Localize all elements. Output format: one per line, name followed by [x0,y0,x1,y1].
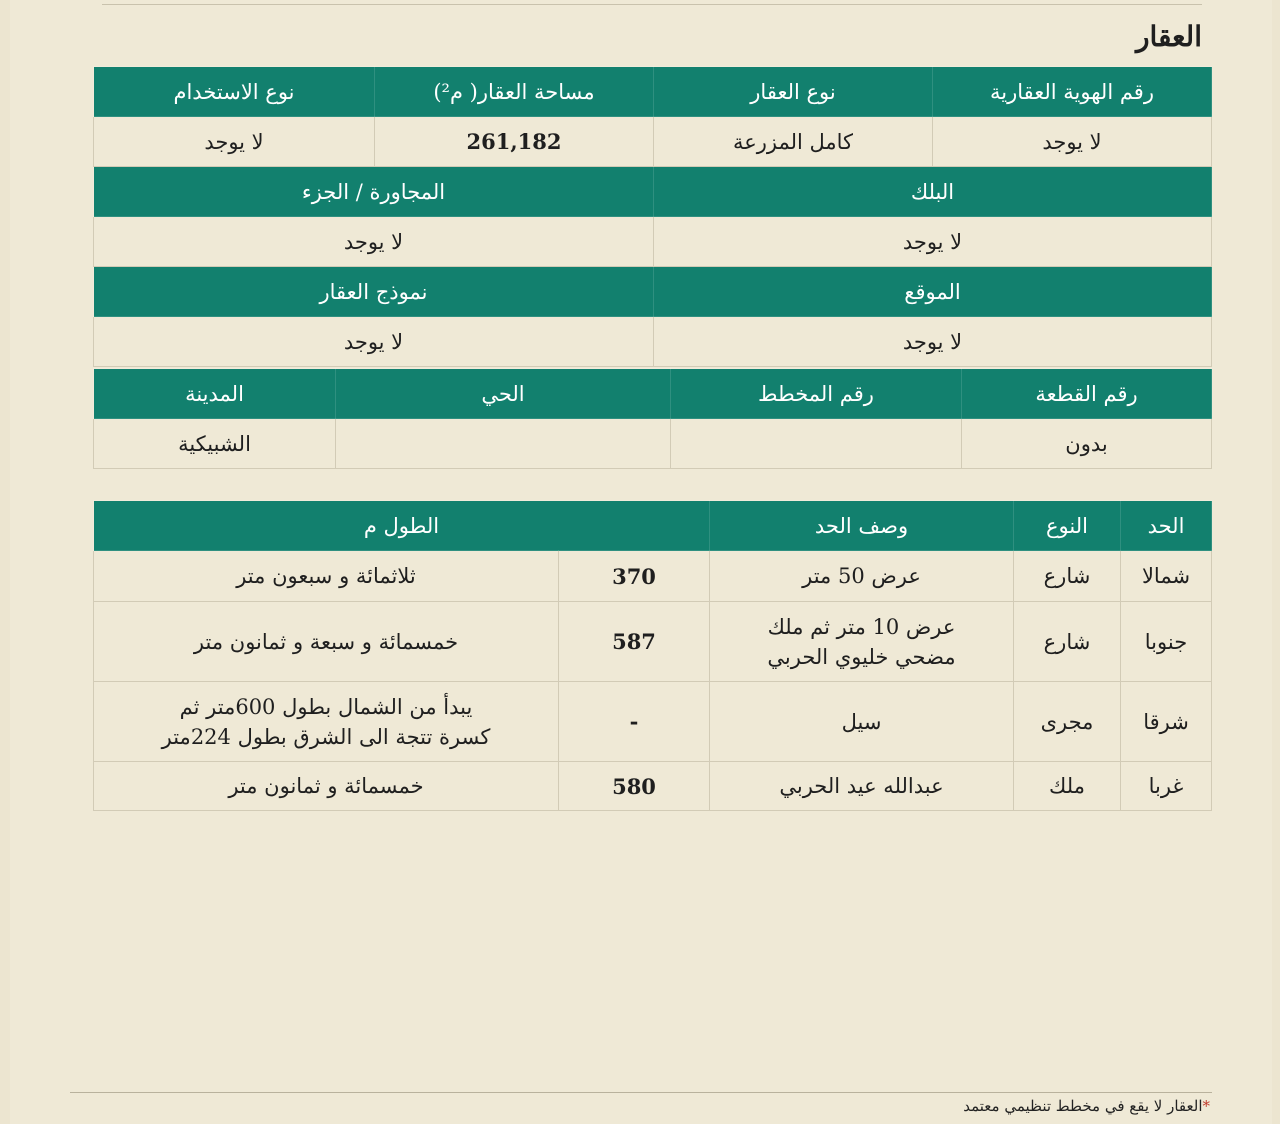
table-row [94,551,1212,602]
boundary-type: ملك [1014,762,1121,811]
value-neighborhood-part: لا يوجد [94,217,654,267]
value-property-area: 261,182 [375,117,654,167]
value-property-type: كامل المزرعة [654,117,933,167]
value-plot-number: بدون [962,419,1212,469]
footnote-star: * [1202,1097,1210,1115]
header-neighborhood-part: المجاورة / الجزء [94,167,654,217]
table-row [94,602,1212,682]
boundary-type: مجرى [1014,682,1121,762]
header-usage-type: نوع الاستخدام [94,67,375,117]
boundary-side: شمالا [1121,551,1212,602]
value-city: الشبيكية [94,419,336,469]
value-plan-number [671,419,962,469]
boundary-type: شارع [1014,602,1121,682]
header-boundary-desc: وصف الحد [710,501,1014,551]
boundary-type: شارع [1014,551,1121,602]
header-property-model: نموذج العقار [94,267,654,317]
boundary-length-text: يبدأ من الشمال بطول 600متر ثم كسرة تتجة الى الشرق بطول 224متر [94,682,559,762]
property-table [93,66,1212,367]
boundaries-table [93,500,1212,811]
header-district: الحي [336,369,671,419]
header-location: الموقع [654,267,1212,317]
boundary-length: 580 [559,762,710,811]
document-page [10,0,1272,1124]
table-row [94,762,1212,811]
header-length: الطول م [94,501,710,551]
header-property-type: نوع العقار [654,67,933,117]
footnote-text: العقار لا يقع في مخطط تنظيمي معتمد [963,1097,1203,1115]
header-block: البلك [654,167,1212,217]
section-title: العقار [1135,20,1202,53]
boundary-length-text: خمسمائة و سبعة و ثمانون متر [94,602,559,682]
header-boundary: الحد [1121,501,1212,551]
boundary-desc: عرض 50 متر [710,551,1014,602]
plot-table [93,368,1212,469]
value-district [336,419,671,469]
value-usage-type: لا يوجد [94,117,375,167]
boundary-desc: عبدالله عيد الحربي [710,762,1014,811]
boundary-length: - [559,682,710,762]
top-divider [102,4,1202,5]
boundary-length-text: خمسمائة و ثمانون متر [94,762,559,811]
boundary-length: 587 [559,602,710,682]
header-plan-number: رقم المخطط [671,369,962,419]
header-property-id: رقم الهوية العقارية [933,67,1212,117]
boundary-desc: عرض 10 متر ثم ملك مضحي خليوي الحربي [710,602,1014,682]
value-block: لا يوجد [654,217,1212,267]
header-city: المدينة [94,369,336,419]
boundary-side: شرقا [1121,682,1212,762]
header-property-area: مساحة العقار( م²) [375,67,654,117]
value-property-model: لا يوجد [94,317,654,367]
value-location: لا يوجد [654,317,1212,367]
table-row [94,682,1212,762]
header-boundary-type: النوع [1014,501,1121,551]
footnote [963,1097,1210,1115]
boundary-length-text: ثلاثمائة و سبعون متر [94,551,559,602]
boundary-side: غربا [1121,762,1212,811]
boundary-side: جنوبا [1121,602,1212,682]
header-plot-number: رقم القطعة [962,369,1212,419]
boundary-desc: سيل [710,682,1014,762]
value-property-id: لا يوجد [933,117,1212,167]
boundary-length: 370 [559,551,710,602]
footer-divider [70,1092,1212,1093]
